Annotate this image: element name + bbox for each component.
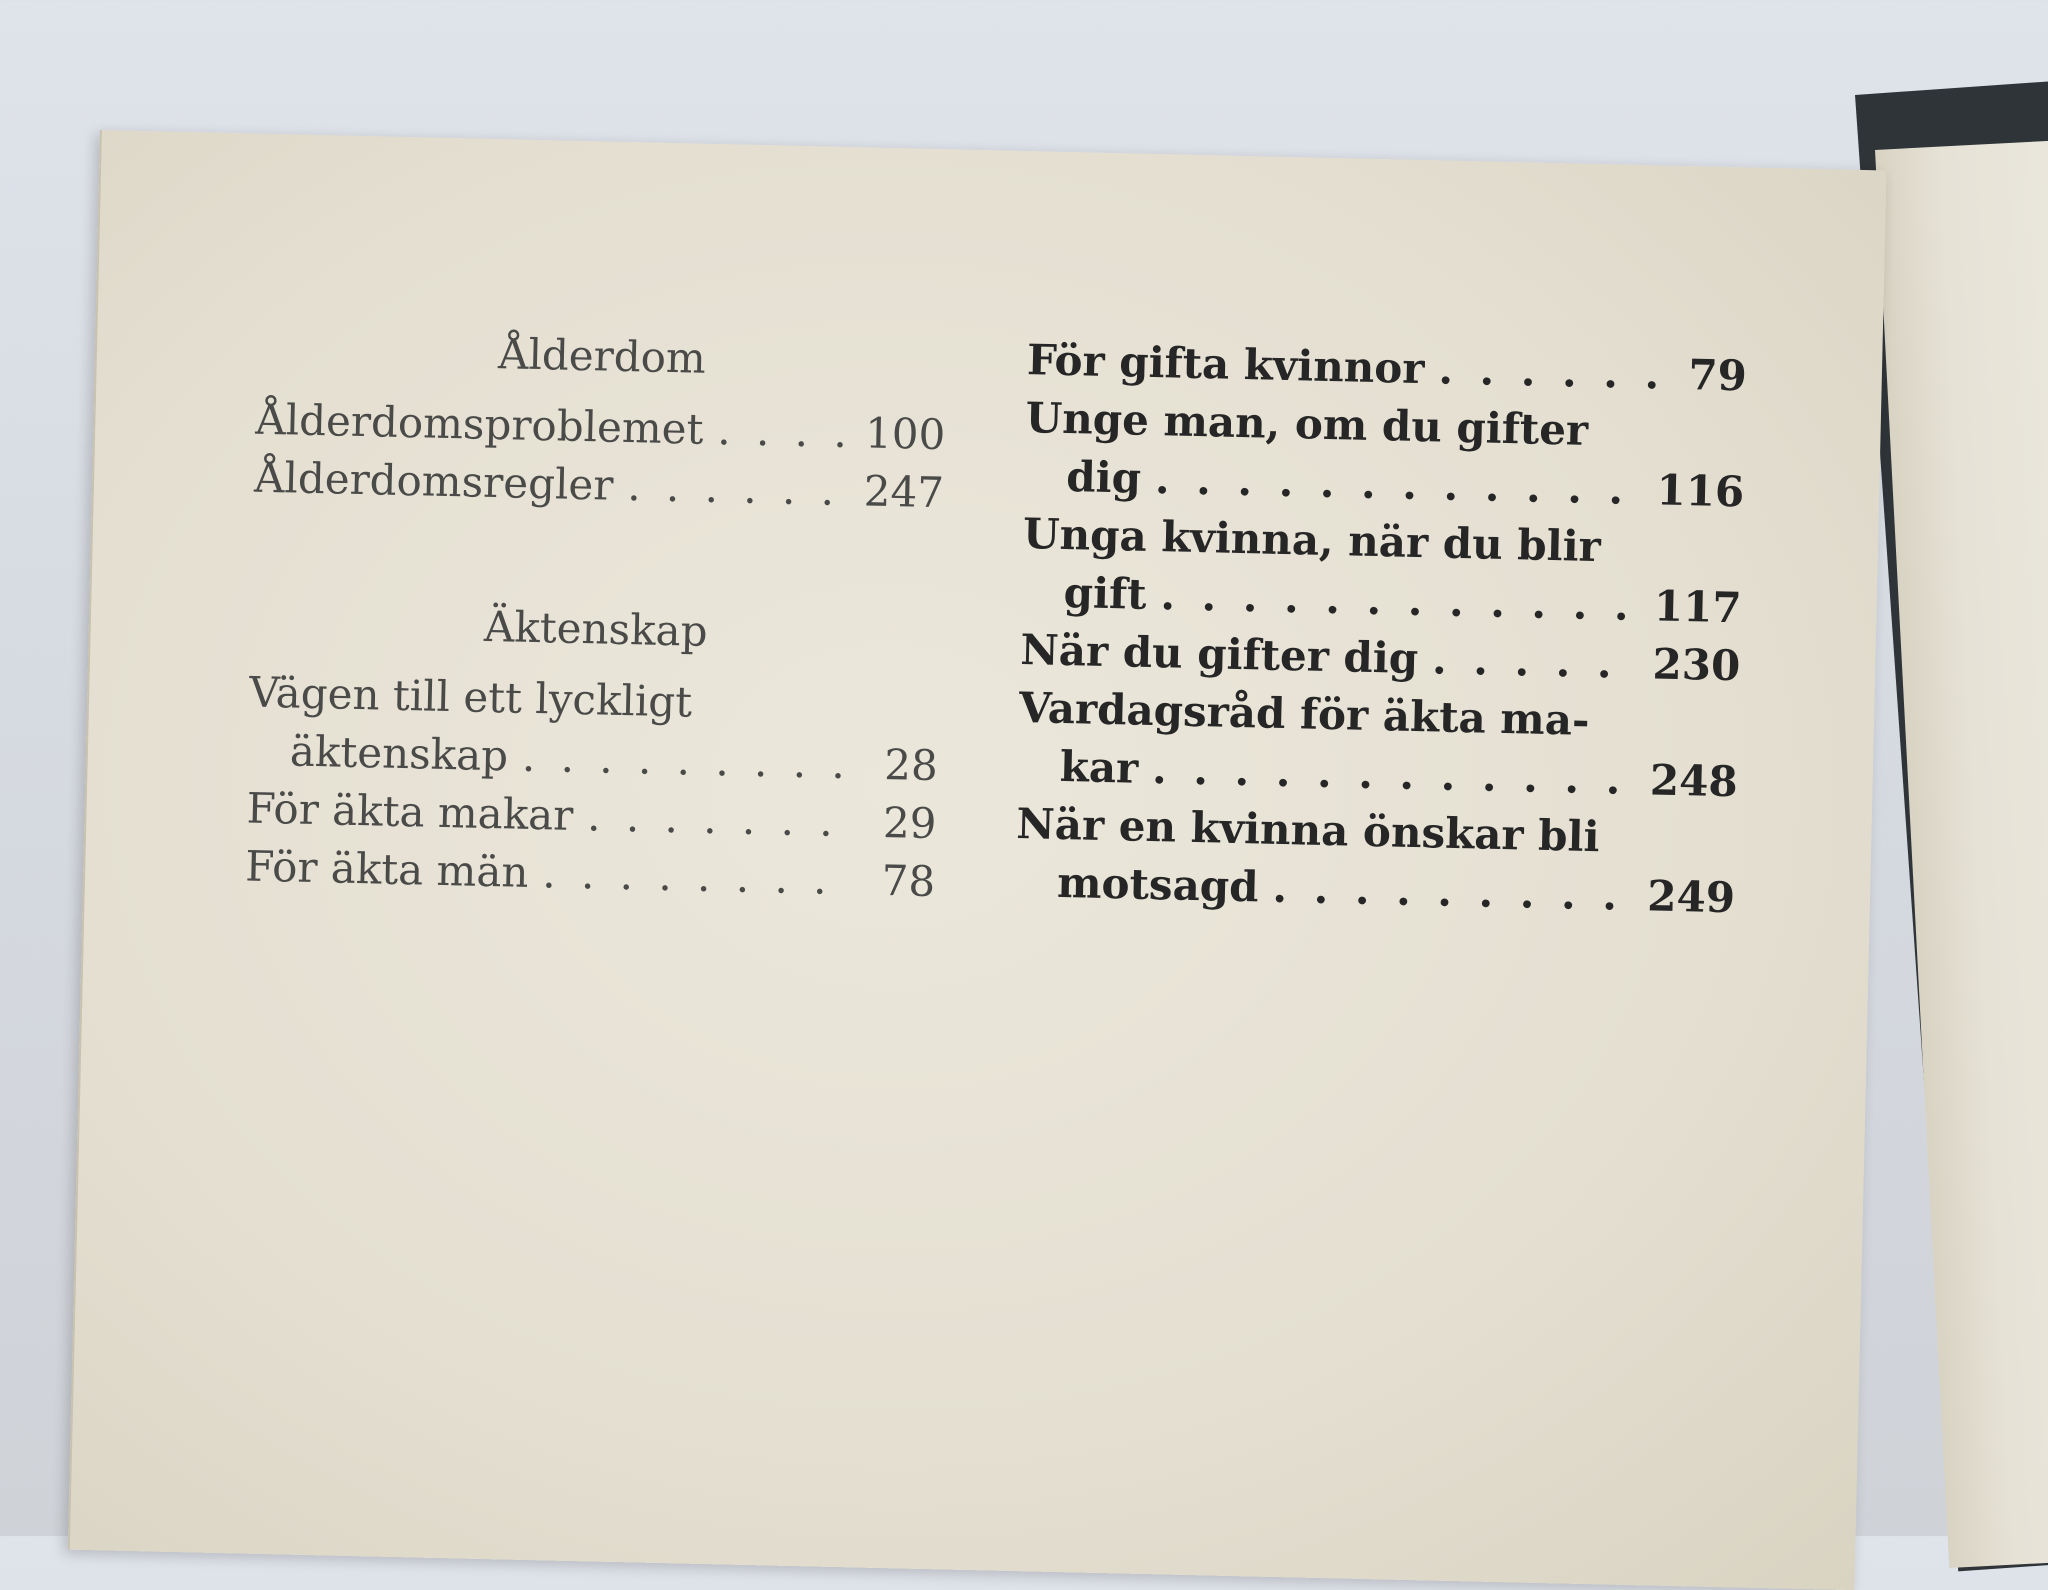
entry-title-continued: äktenskap bbox=[289, 726, 509, 781]
section-heading-alderdom: Ålderdom bbox=[497, 329, 707, 383]
dot-leader bbox=[521, 728, 854, 794]
index-column-right bbox=[1015, 331, 1748, 927]
entry-title: När en kvinna önskar bli bbox=[1015, 798, 1601, 862]
page-number: 248 bbox=[1649, 755, 1739, 807]
entry-title: Unge man, om du gifter bbox=[1025, 393, 1589, 455]
page-number: 79 bbox=[1687, 350, 1748, 401]
dot-leader bbox=[1432, 630, 1640, 693]
section-heading-aktenskap: Äktenskap bbox=[483, 601, 709, 656]
dot-leader bbox=[587, 787, 853, 851]
entry-title: Ålderdomsregler bbox=[253, 452, 614, 510]
dot-leader bbox=[1438, 340, 1664, 403]
dot-leader bbox=[1272, 859, 1634, 925]
entry-title-continued: kar bbox=[1059, 741, 1139, 793]
entry-title: För äkta män bbox=[244, 841, 530, 897]
page-number: 249 bbox=[1646, 871, 1736, 923]
page-number: 78 bbox=[881, 855, 936, 907]
page-number: 230 bbox=[1652, 639, 1741, 691]
dot-leader bbox=[1160, 566, 1641, 635]
page-number: 117 bbox=[1653, 581, 1743, 633]
entry-title: Vägen till ett lyckligt bbox=[248, 667, 693, 727]
entry-title: När du gifter dig bbox=[1019, 625, 1419, 684]
book-page bbox=[68, 130, 1887, 1590]
entry-title: För gifta kvinnor bbox=[1026, 335, 1426, 394]
entry-title: För äkta makar bbox=[246, 783, 574, 840]
dot-leader bbox=[717, 401, 852, 462]
dot-leader bbox=[1152, 740, 1637, 809]
page-number: 28 bbox=[883, 739, 939, 791]
index-column-left bbox=[245, 324, 948, 912]
entry-title-continued: dig bbox=[1065, 452, 1142, 503]
page-number: 100 bbox=[864, 408, 946, 460]
facing-page-edge bbox=[1875, 138, 2048, 1568]
entry-title-continued: motsagd bbox=[1056, 857, 1260, 912]
page-number: 116 bbox=[1656, 465, 1745, 517]
entry-title-continued: gift bbox=[1063, 567, 1148, 619]
page-number: 247 bbox=[863, 466, 945, 518]
dot-leader bbox=[627, 457, 851, 520]
entry-title: Unga kvinna, när du blir bbox=[1022, 509, 1602, 572]
entry-title: Vardagsråd för äkta ma- bbox=[1018, 683, 1591, 745]
entry-title: Ålderdomsproblemet bbox=[254, 394, 705, 454]
dot-leader bbox=[542, 844, 852, 909]
page-number: 29 bbox=[882, 797, 938, 849]
